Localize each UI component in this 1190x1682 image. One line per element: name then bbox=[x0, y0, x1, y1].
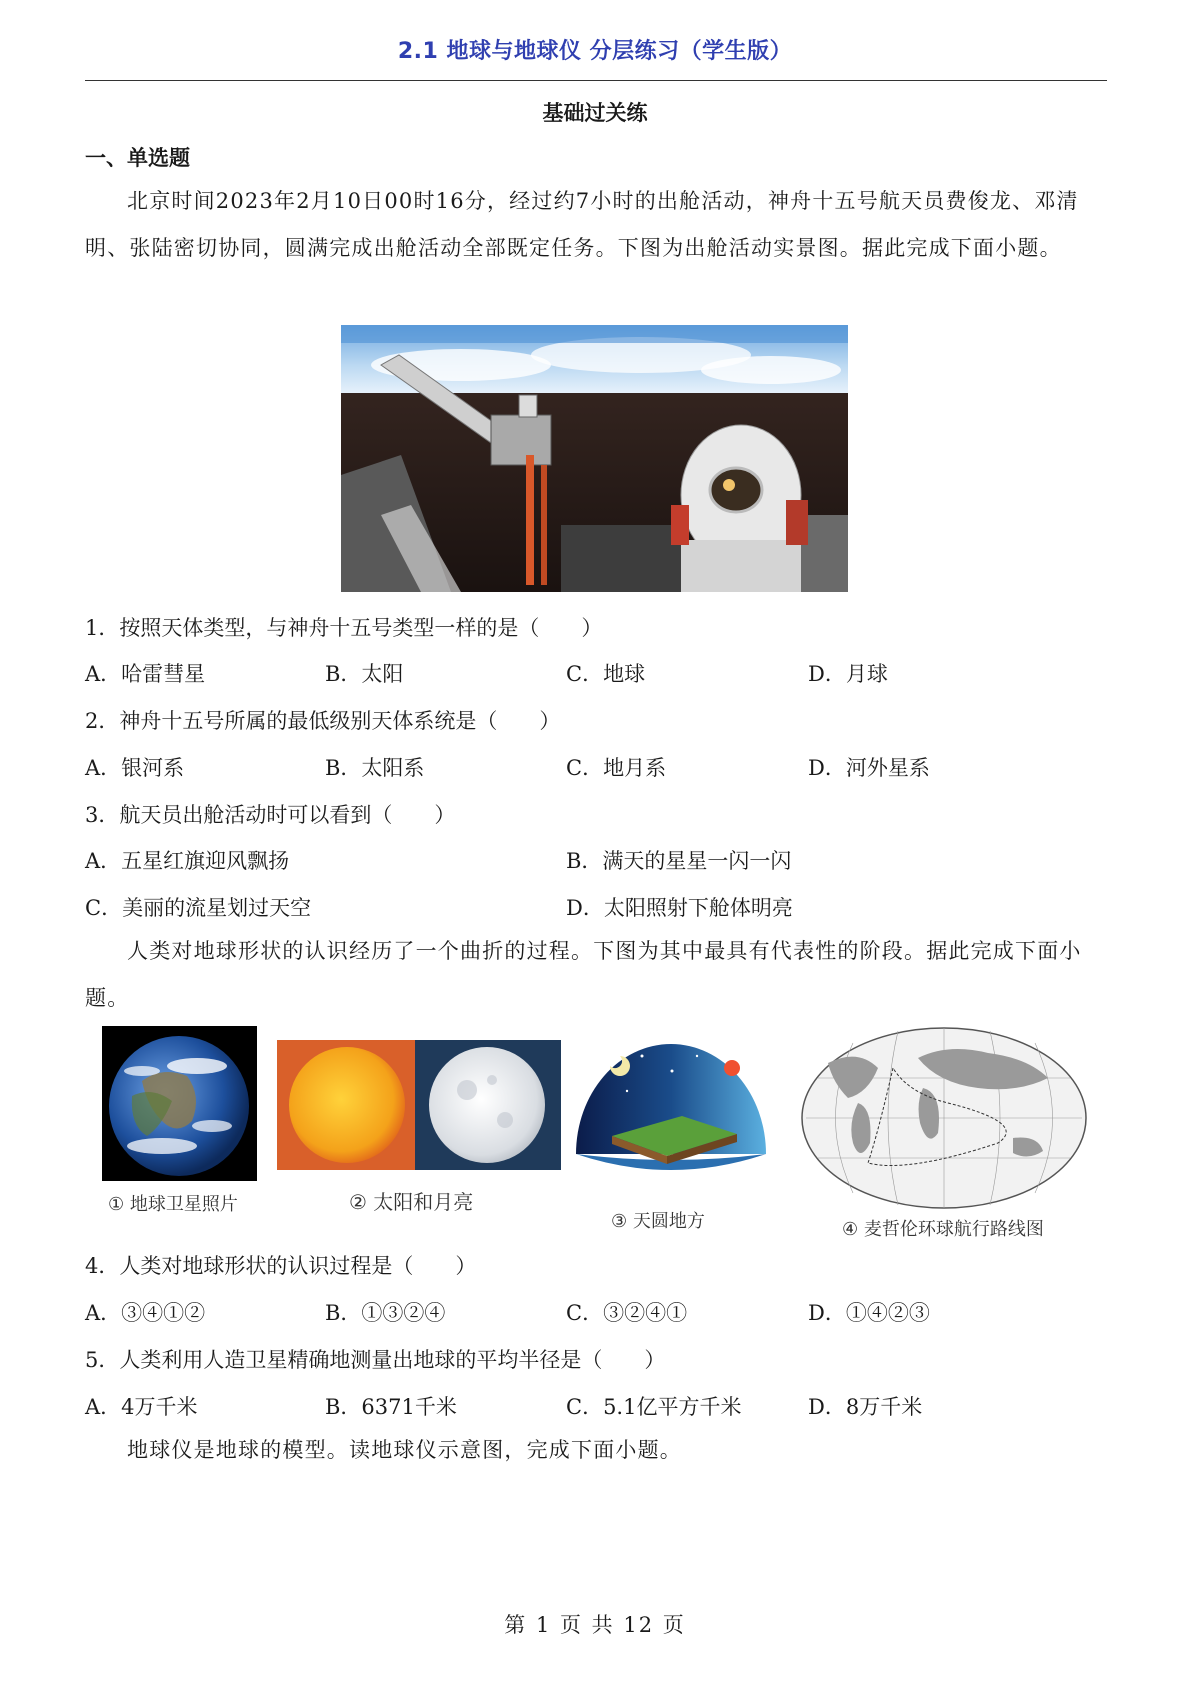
passage-globe: 地球仪是地球的模型。读地球仪示意图，完成下面小题。 bbox=[127, 1438, 682, 1462]
subsection-title: 一、单选题 bbox=[85, 146, 190, 170]
question-1-option-d[interactable]: D．月球 bbox=[808, 662, 888, 686]
spacewalk-photo bbox=[341, 325, 848, 592]
question-3-option-b[interactable]: B．满天的星星一闪一闪 bbox=[566, 849, 792, 873]
question-4-option-d[interactable]: D．①④②③ bbox=[808, 1301, 930, 1325]
question-2-option-d[interactable]: D．河外星系 bbox=[808, 756, 930, 780]
passage-spacewalk: 北京时间2023年2月10日00时16分，经过约7小时的出舱活动，神舟十五号航天员费俊龙、邓清明、张陆密切协同，圆满完成出舱活动全部既定任务。下图为出舱活动实景图。据此完成下面小题。 bbox=[85, 189, 1079, 260]
question-4-stem: 4．人类对地球形状的认识过程是（ ） bbox=[85, 1254, 477, 1278]
magellan-route-map bbox=[798, 1023, 1090, 1213]
question-1-option-a[interactable]: A．哈雷彗星 bbox=[85, 662, 206, 686]
question-3-stem: 3．航天员出舱活动时可以看到（ ） bbox=[85, 803, 456, 827]
question-5-option-c[interactable]: C．5.1亿平方千米 bbox=[566, 1395, 742, 1419]
question-1-option-c[interactable]: C．地球 bbox=[566, 662, 646, 686]
passage-earth-shape: 人类对地球形状的认识经历了一个曲折的过程。下图为其中最具有代表性的阶段。据此完成下面小题。 bbox=[85, 939, 1082, 1010]
figure-4-caption: ④ 麦哲伦环球航行路线图 bbox=[842, 1219, 1044, 1240]
question-2-option-a[interactable]: A．银河系 bbox=[85, 756, 185, 780]
question-3-option-a[interactable]: A．五星红旗迎风飘扬 bbox=[85, 849, 290, 873]
round-sky-square-earth-illustration bbox=[572, 1036, 770, 1176]
document-title: 2.1 地球与地球仪 分层练习（学生版） bbox=[397, 39, 793, 64]
question-3-option-d[interactable]: D．太阳照射下舱体明亮 bbox=[566, 896, 793, 920]
question-4-option-b[interactable]: B．①③②④ bbox=[325, 1301, 446, 1325]
question-5-option-d[interactable]: D．8万千米 bbox=[808, 1395, 923, 1419]
question-4-option-a[interactable]: A．③④①② bbox=[85, 1301, 206, 1325]
question-5-option-b[interactable]: B．6371千米 bbox=[325, 1395, 457, 1419]
question-1-stem: 1．按照天体类型，与神舟十五号类型一样的是（ ） bbox=[85, 616, 603, 640]
figure-1-caption: ① 地球卫星照片 bbox=[108, 1194, 238, 1215]
question-5-stem: 5．人类利用人造卫星精确地测量出地球的平均半径是（ ） bbox=[85, 1348, 666, 1372]
question-5-option-a[interactable]: A．4万千米 bbox=[85, 1395, 198, 1419]
question-3-option-c[interactable]: C．美丽的流星划过天空 bbox=[85, 896, 312, 920]
sun-and-moon-photo bbox=[277, 1040, 561, 1170]
earth-satellite-photo bbox=[102, 1026, 257, 1181]
figure-2-caption: ② 太阳和月亮 bbox=[349, 1190, 474, 1214]
figure-3-caption: ③ 天圆地方 bbox=[611, 1211, 705, 1232]
page-footer: 第 1 页 共 12 页 bbox=[504, 1613, 686, 1637]
question-2-option-c[interactable]: C．地月系 bbox=[566, 756, 667, 780]
section-title: 基础过关练 bbox=[542, 101, 648, 125]
question-2-stem: 2．神舟十五号所属的最低级别天体系统是（ ） bbox=[85, 709, 561, 733]
question-4-option-c[interactable]: C．③②④① bbox=[566, 1301, 688, 1325]
question-1-option-b[interactable]: B．太阳 bbox=[325, 662, 404, 686]
question-2-option-b[interactable]: B．太阳系 bbox=[325, 756, 425, 780]
header-divider bbox=[85, 80, 1107, 81]
